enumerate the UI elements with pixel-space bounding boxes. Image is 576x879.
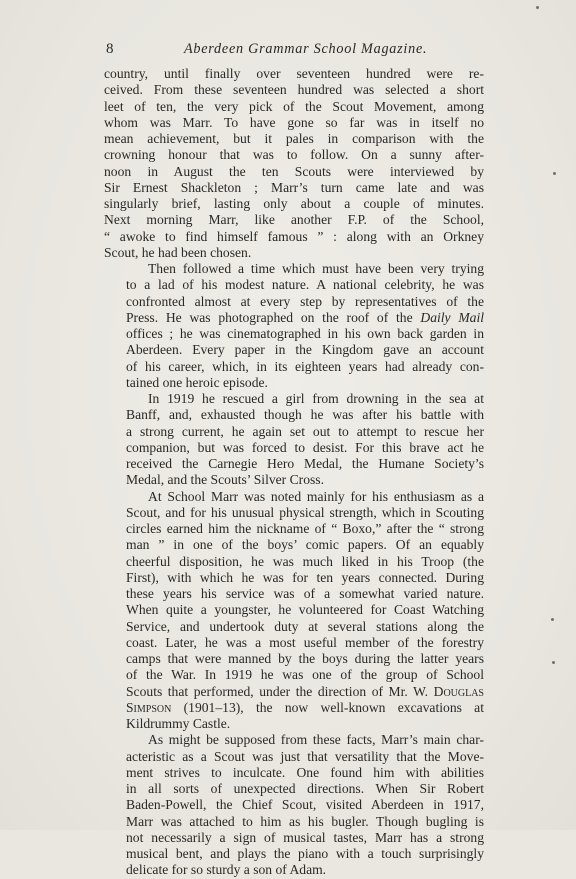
text-line	[104, 797, 484, 813]
text-run: camps that were manned by the boys during the latter years	[126, 651, 484, 666]
article-body	[104, 66, 484, 879]
text-run: Daily Mail	[420, 309, 485, 325]
text-line	[104, 131, 484, 147]
text-line	[104, 684, 484, 700]
text-run: noon in August the ten Scouts were interviewed by	[104, 163, 484, 179]
text-line	[104, 212, 484, 228]
text-run: (1901–13), the now well-known excavations at	[171, 699, 484, 715]
text-run: When quite a youngster, he volunteered for Coast Watching	[126, 602, 484, 618]
text-line	[104, 505, 484, 521]
text-line	[104, 830, 484, 846]
text-run: country, until finally over seventeen hundred were re-	[104, 66, 484, 81]
text-run: Then followed a time which must have been very trying	[148, 261, 484, 276]
text-run: Douglas	[433, 683, 484, 699]
text-run: companion, but was forced to desist. For this brave act he	[126, 439, 484, 455]
text-run: received the Carnegie Hero Medal, the Humane Society’s	[126, 456, 484, 471]
page-number: 8	[106, 41, 114, 57]
text-run: in all sorts of unexpected directions. When Sir Robert	[126, 781, 484, 796]
paper-speck	[551, 618, 554, 621]
text-run: Kildrummy Castle.	[126, 716, 231, 731]
text-line	[104, 294, 484, 310]
text-line	[104, 521, 484, 537]
paragraph	[104, 732, 484, 878]
text-line	[104, 586, 484, 602]
text-run: offices ; he was cinematographed in his own back garden in	[126, 326, 484, 341]
text-run: Medal, and the Scouts’ Silver Cross.	[126, 472, 324, 488]
text-line	[104, 375, 484, 391]
text-run: whom was Marr. To have gone so far was in itself no	[104, 114, 484, 130]
text-line	[104, 814, 484, 830]
text-run: Scout, he had been chosen.	[104, 244, 252, 260]
text-run: At School Marr was noted mainly for his enthusiasm as a	[148, 488, 484, 504]
text-run: a strong current, he again set out to attempt to rescue her	[126, 423, 484, 439]
text-run: not necessarily a sign of musical tastes, Marr has a strong	[126, 829, 484, 845]
text-line	[104, 342, 484, 358]
text-line	[104, 229, 484, 245]
text-run: crowning honour that was to follow. On a sunny after-	[104, 147, 484, 163]
text-line	[104, 554, 484, 570]
text-run: to a lad of his modest nature. A national celebrity, he was	[126, 277, 484, 293]
text-line	[104, 66, 484, 82]
text-line	[104, 765, 484, 781]
text-line	[104, 732, 484, 748]
text-line	[104, 749, 484, 765]
paragraph	[104, 489, 484, 733]
text-line	[104, 667, 484, 683]
text-run: “ awoke to find himself famous ” : along with an Orkney	[104, 228, 484, 244]
text-line	[104, 862, 484, 878]
text-run: musical bent, and plays the piano with a touch surprisingly	[126, 846, 484, 861]
text-line	[104, 245, 484, 261]
text-run: Simpson	[126, 699, 172, 715]
text-line	[104, 700, 484, 716]
text-run: Scouts that performed, under the direction of Mr. W.	[126, 683, 434, 699]
text-line	[104, 570, 484, 586]
text-run: Press. He was photographed on the roof of the	[126, 309, 421, 325]
text-run: Next morning Marr, like another F.P. of the School,	[104, 212, 484, 228]
text-run: singularly brief, lasting only about a couple of minutes.	[104, 196, 484, 211]
text-run: mean achievement, but it pales in comparison with the	[104, 131, 484, 146]
text-run: Aberdeen. Every paper in the Kingdom gave an account	[126, 342, 484, 358]
text-run: ceived. From these seventeen hundred was selected a short	[104, 82, 484, 98]
text-run: of the War. In 1919 he was one of the group of School	[126, 667, 484, 683]
text-line	[104, 651, 484, 667]
text-line	[104, 846, 484, 862]
text-line	[104, 635, 484, 651]
text-run: confronted almost at every step by representatives of the	[126, 293, 484, 309]
text-line	[104, 456, 484, 472]
text-line	[104, 277, 484, 293]
text-line	[104, 537, 484, 553]
text-run: leet of ten, the very pick of the Scout Movement, among	[104, 98, 484, 114]
text-run: cheerful disposition, he was much liked in his Troop (the	[126, 553, 484, 569]
text-run: man ” in one of the boys’ comic papers. Of an equably	[126, 537, 484, 553]
text-line	[104, 407, 484, 423]
paper-speck	[536, 6, 539, 9]
text-line	[104, 261, 484, 277]
text-run: coast. Later, he was a most useful member of the forestry	[126, 634, 484, 650]
text-line	[104, 147, 484, 163]
paper-speck	[552, 661, 555, 664]
text-line	[104, 472, 484, 488]
text-run: delicate for so sturdy a son of Adam.	[126, 862, 327, 878]
text-line	[104, 602, 484, 618]
text-run: Marr was attached to him as his bugler. Though bugling is	[126, 813, 484, 829]
text-run: Sir Ernest Shackleton ; Marr’s turn came late and was	[104, 179, 484, 195]
paper-speck	[553, 172, 556, 175]
text-run: Baden-Powell, the Chief Scout, visited Aberdeen in 1917,	[126, 797, 484, 813]
text-line	[104, 99, 484, 115]
text-run: acteristic as a Scout was just that versatility that the Move-	[126, 748, 484, 764]
page-header	[106, 40, 484, 60]
paragraph	[104, 391, 484, 489]
text-run: of his career, which, in its eighteen years had already con-	[126, 358, 484, 374]
text-run: In 1919 he rescued a girl from drowning in the sea at	[148, 391, 484, 406]
text-run: these years his service was of a somewhat varied nature.	[126, 586, 484, 601]
text-line	[104, 196, 484, 212]
text-line	[104, 359, 484, 375]
text-line	[104, 326, 484, 342]
running-title: Aberdeen Grammar School Magazine.	[184, 41, 428, 57]
text-run: As might be supposed from these facts, Marr’s main char-	[148, 732, 484, 748]
text-line	[104, 716, 484, 732]
text-line	[104, 489, 484, 505]
paragraph	[104, 66, 484, 261]
text-line	[104, 440, 484, 456]
text-run: ment strives to inculcate. One found him with abilities	[126, 764, 484, 780]
text-line	[104, 82, 484, 98]
text-run: Scout, and for his unusual physical strength, which in Scouting	[126, 504, 484, 520]
text-line	[104, 781, 484, 797]
text-line	[104, 310, 484, 326]
text-line	[104, 164, 484, 180]
text-run: First), with which he was for ten years connected. During	[126, 569, 484, 585]
text-run: circles earned him the nickname of “ Boxo,” after the “ strong	[126, 521, 484, 536]
text-line	[104, 424, 484, 440]
text-line	[104, 619, 484, 635]
text-line	[104, 115, 484, 131]
text-line	[104, 180, 484, 196]
paragraph	[104, 261, 484, 391]
text-line	[104, 391, 484, 407]
text-run: Service, and undertook duty at several stations along the	[126, 618, 484, 634]
text-run: Banff, and, exhausted though he was after his battle with	[126, 407, 484, 423]
text-run: tained one heroic episode.	[126, 374, 268, 390]
